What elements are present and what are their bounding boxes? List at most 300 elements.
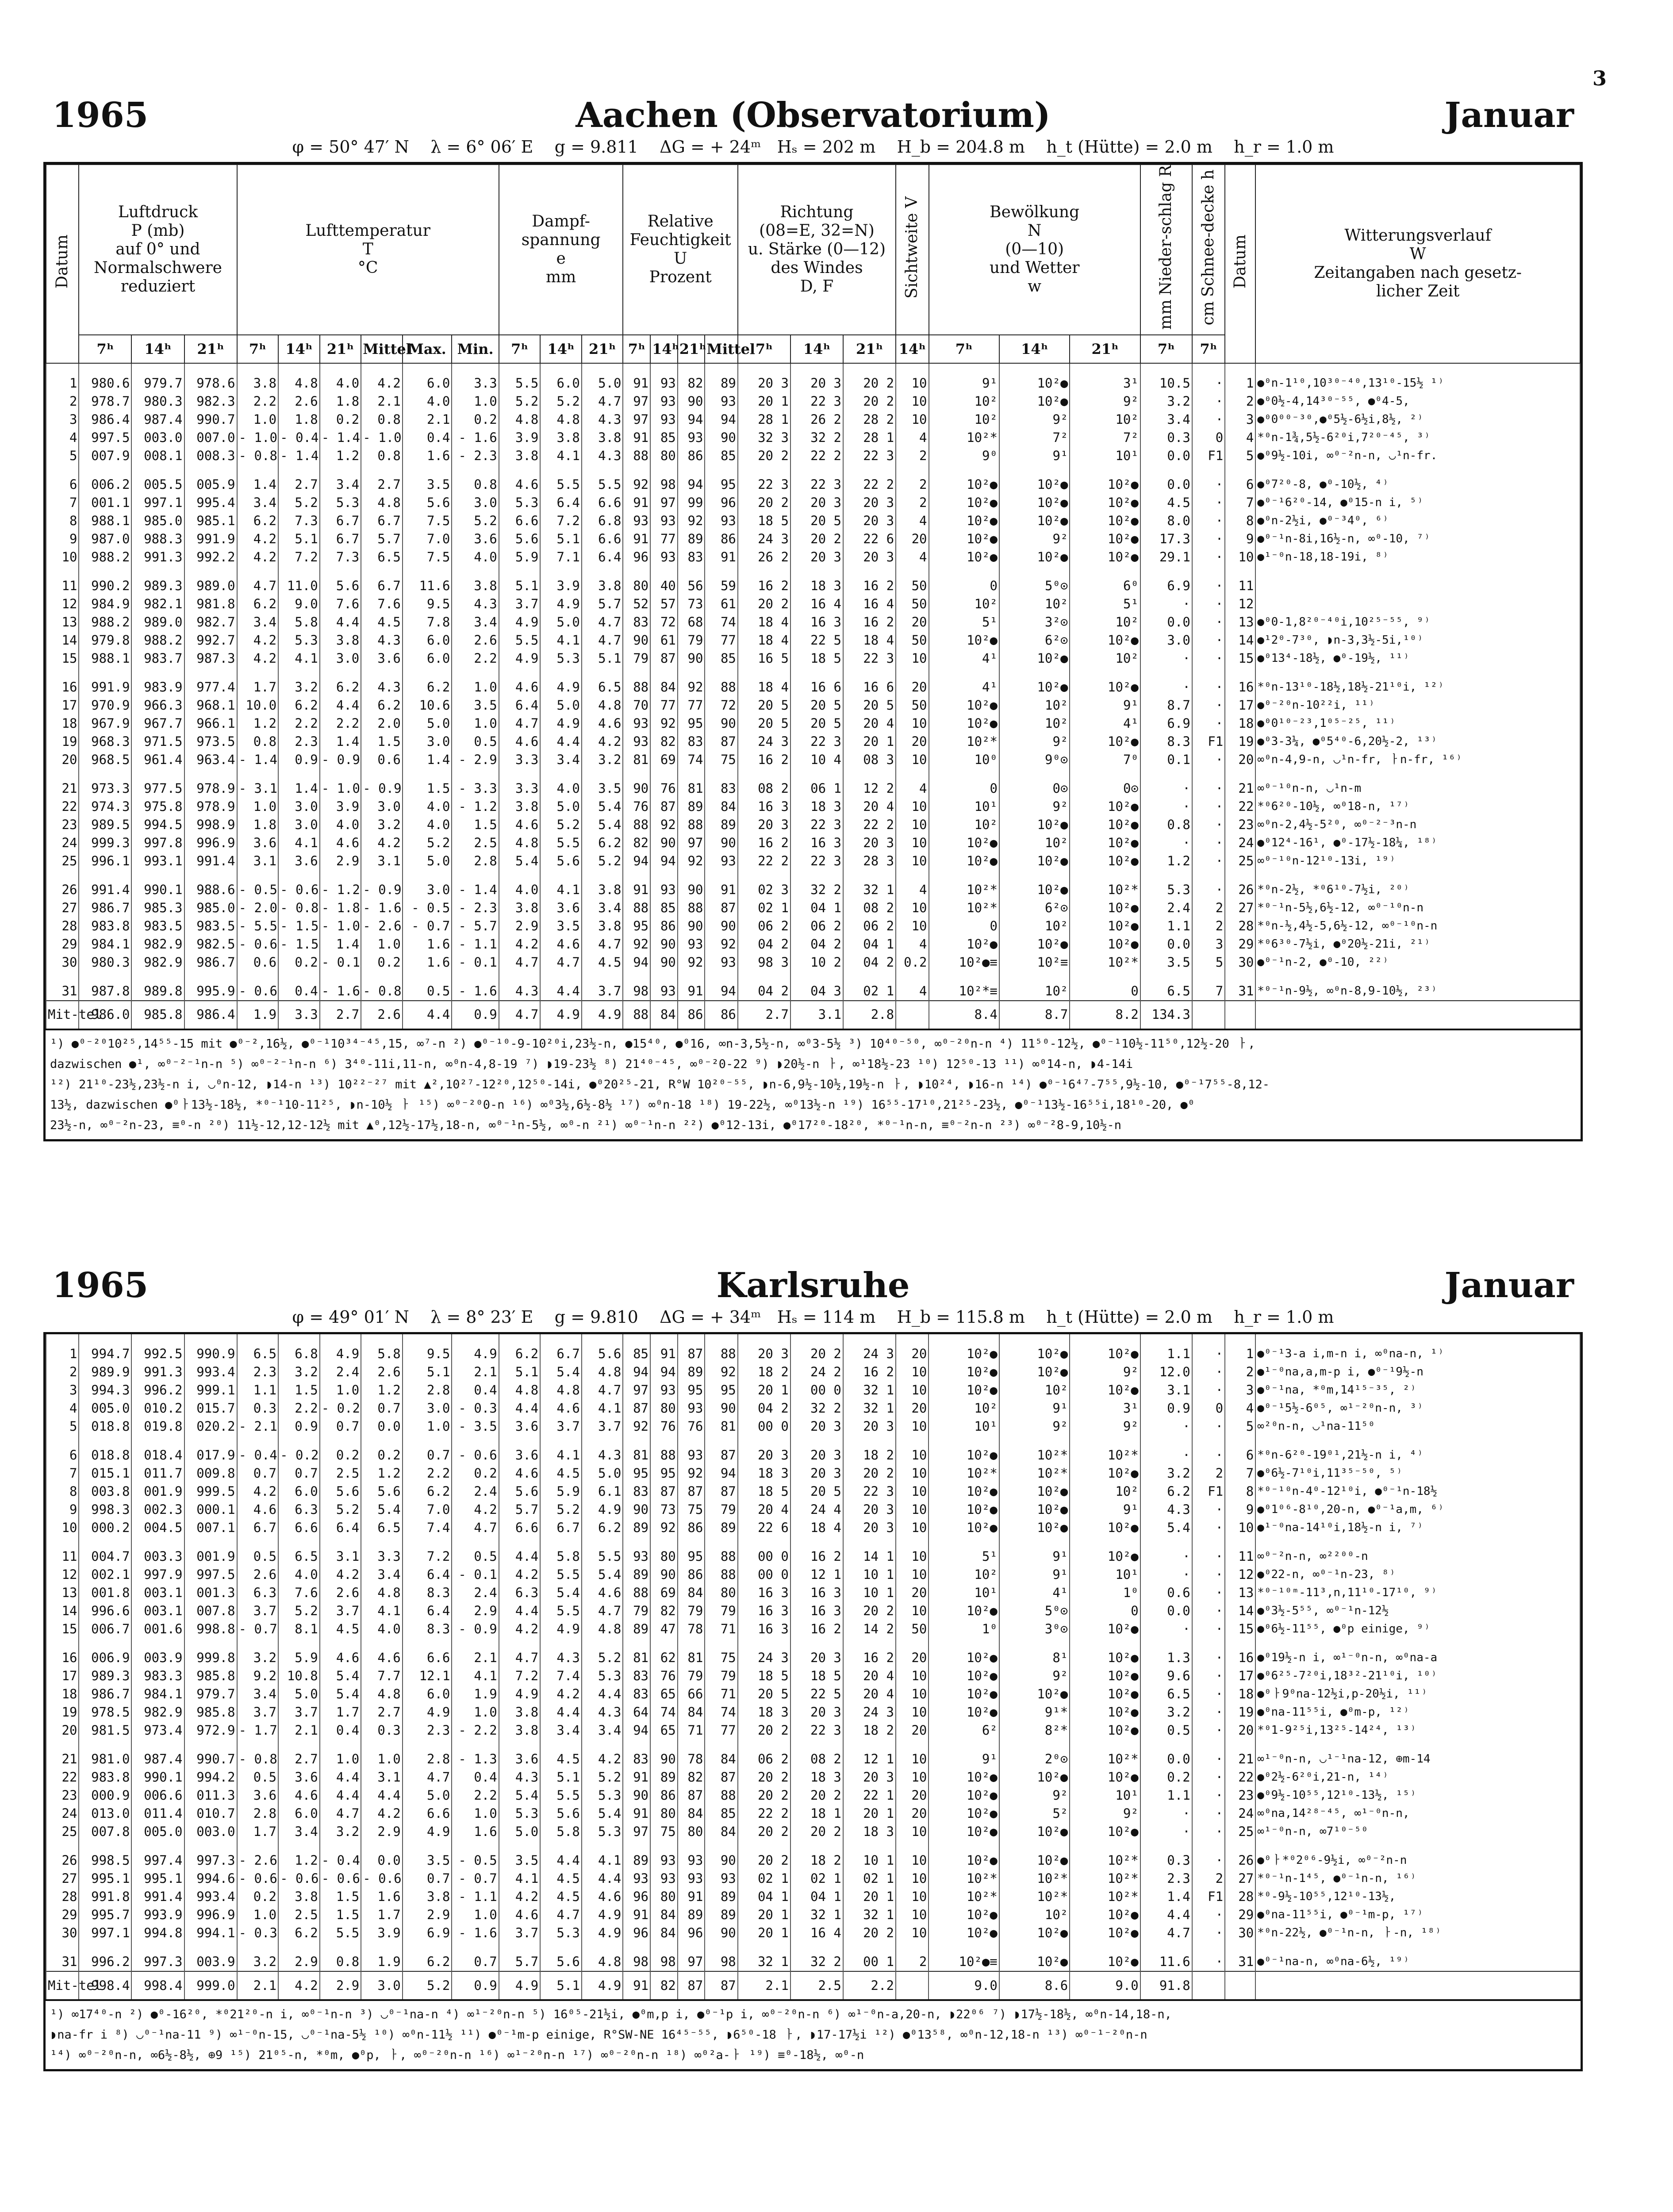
table-cell: 16 xyxy=(46,1649,79,1667)
table-cell: 74 xyxy=(678,751,705,769)
table-cell: 4.6 xyxy=(361,1649,403,1667)
table-cell: 5.6 xyxy=(540,1953,582,1971)
header-dampfspannung: Dampf- spannung e mm xyxy=(499,165,623,335)
table-cell: 0.5 xyxy=(452,733,499,751)
table-cell: 997.3 xyxy=(131,1953,184,1971)
row-spacer xyxy=(46,972,1580,982)
table-cell: 4 xyxy=(896,780,929,798)
table-cell: 15 xyxy=(46,1620,79,1638)
table-cell: 88 xyxy=(623,447,650,465)
table-cell: 4.4 xyxy=(499,1602,541,1620)
table-cell: 6.4 xyxy=(403,1602,452,1620)
mittel-cell: 998.4 xyxy=(79,1971,131,2000)
table-cell: 82 xyxy=(650,733,678,751)
table-cell: 98 xyxy=(623,1953,650,1971)
mittel-cell: 87 xyxy=(678,1971,705,2000)
table-cell: 0 xyxy=(1192,1399,1225,1417)
table-cell: ●⁰22-n, ∞⁰⁻¹n-23, ⁸⁾ xyxy=(1255,1566,1580,1584)
table-cell: 982.3 xyxy=(184,392,237,411)
table-cell: 3.6 xyxy=(499,1446,541,1464)
table-cell: ●⁰19½-n i, ∞¹⁻⁰n-n, ∞⁰na-a xyxy=(1255,1649,1580,1667)
table-cell: 0⊙ xyxy=(999,780,1070,798)
table-cell: 5.4 xyxy=(499,852,541,870)
table-cell: 20 3 xyxy=(790,1417,843,1436)
table-cell: 90 xyxy=(705,1399,737,1417)
table-cell: 4.2 xyxy=(237,530,279,548)
table-cell: 24 3 xyxy=(738,733,790,751)
table-cell: 93 xyxy=(678,1399,705,1417)
subheader-cell: 21ʰ xyxy=(678,335,705,363)
table-cell: 0.2 xyxy=(452,1464,499,1482)
table-cell: - 2.3 xyxy=(452,447,499,465)
table-cell: 1 xyxy=(1225,374,1255,392)
table-cell: 18 2 xyxy=(738,1363,790,1381)
table-cell: 997.3 xyxy=(184,1851,237,1870)
mittel-cell xyxy=(896,1971,929,2000)
table-cell: 4¹ xyxy=(929,678,999,696)
table-cell: 3.4 xyxy=(540,1721,582,1740)
table-cell: 3.6 xyxy=(237,834,279,852)
table-cell: 6.4 xyxy=(320,1519,361,1537)
table-cell: 015.1 xyxy=(79,1464,131,1482)
table-cell: 5 xyxy=(1225,1417,1255,1436)
table-cell: 90 xyxy=(678,881,705,899)
table-cell: 30 xyxy=(46,953,79,972)
table-cell: 10²● xyxy=(929,631,999,649)
table-cell: 2.2 xyxy=(278,714,320,733)
table-cell: 4.9 xyxy=(582,1906,623,1924)
table-cell: 29 xyxy=(46,935,79,953)
mittel-cell: 91 xyxy=(623,1971,650,2000)
table-cell: 5.1 xyxy=(540,530,582,548)
table-cell: 10²● xyxy=(999,476,1070,494)
table-cell: 1.0 xyxy=(320,1750,361,1768)
table-cell: 3.7 xyxy=(499,1924,541,1942)
table-cell: 978.7 xyxy=(79,392,131,411)
table-cell: 7.0 xyxy=(403,530,452,548)
table-cell: 86 xyxy=(678,447,705,465)
mittel-cell: 8.7 xyxy=(999,1001,1070,1029)
table-cell: 1.0 xyxy=(452,1906,499,1924)
table-cell: 85 xyxy=(705,1805,737,1823)
table-cell: 6.7 xyxy=(540,1345,582,1363)
table-cell: 3.4 xyxy=(237,494,279,512)
table-cell: 9¹ xyxy=(1070,1501,1140,1519)
mittel-cell: 4.2 xyxy=(278,1971,320,2000)
table-cell: 10²● xyxy=(929,1482,999,1501)
table-cell: 10²* xyxy=(929,881,999,899)
table-cell: 79 xyxy=(678,1602,705,1620)
table-cell: 16 2 xyxy=(738,834,790,852)
subheader-cell: 21ʰ xyxy=(1070,335,1140,363)
table-cell: 3.4 xyxy=(320,476,361,494)
table-cell: 4.4 xyxy=(582,1685,623,1703)
table-cell: 0 xyxy=(929,780,999,798)
table-cell: · xyxy=(1192,1703,1225,1721)
table-cell: 04 1 xyxy=(790,899,843,917)
table-cell: 5.9 xyxy=(540,1482,582,1501)
table-cell: 1.7 xyxy=(237,1823,279,1841)
table-cell: 61 xyxy=(650,631,678,649)
table-cell: 5.0 xyxy=(540,798,582,816)
table-row xyxy=(46,917,1580,935)
table-cell: 10² xyxy=(1070,411,1140,429)
table-cell: 1 xyxy=(46,374,79,392)
table-cell: 91 xyxy=(705,881,737,899)
table-cell: 1.5 xyxy=(320,1888,361,1906)
station-parameters: φ = 49° 01′ N λ = 8° 23′ E g = 9.810 ΔG = + 34ᵐ Hₛ = 114 m H_b = 115.8 m h_t (Hütte) = 2.0 m h_r = 1.0 m xyxy=(292,1307,1334,1327)
table-cell: · xyxy=(1140,834,1192,852)
table-cell: 90 xyxy=(623,1786,650,1805)
table-cell: 7 xyxy=(1225,494,1255,512)
table-cell: 10 xyxy=(896,1924,929,1942)
table-cell: · xyxy=(1192,1786,1225,1805)
table-cell: 10²● xyxy=(999,1345,1070,1363)
table-cell: 995.4 xyxy=(184,494,237,512)
table-cell: 6.2 xyxy=(403,1482,452,1501)
table-cell: 4.7 xyxy=(582,1381,623,1399)
table-cell: 93 xyxy=(650,411,678,429)
table-cell: 10 xyxy=(896,1417,929,1436)
table-cell: 08 2 xyxy=(790,1750,843,1768)
table-cell: 10 xyxy=(896,374,929,392)
table-cell: 1.4 xyxy=(320,935,361,953)
table-cell: 4.6 xyxy=(499,476,541,494)
table-cell: 2.1 xyxy=(361,392,403,411)
mittel-cell: 3.1 xyxy=(790,1001,843,1029)
table-cell: 4.9 xyxy=(540,1620,582,1638)
table-cell: 83 xyxy=(705,780,737,798)
table-cell: 22 2 xyxy=(843,816,896,834)
mittel-cell: 134.3 xyxy=(1140,1001,1192,1029)
table-cell: 990.7 xyxy=(184,1750,237,1768)
table-cell: 6.2 xyxy=(278,1924,320,1942)
table-cell: 10²● xyxy=(999,392,1070,411)
subheader-cell: 7ʰ xyxy=(499,335,541,363)
table-cell: 1.6 xyxy=(361,1888,403,1906)
footnote-line: dazwischen ●¹, ∞⁰⁻²⁻¹n-n ⁵) ∞⁰⁻²⁻¹n-n ⁶) 3⁴⁰-11i,11-n, ∞⁰n-4,8-19 ⁷) ◗19-23½ ⁸) 21⁴⁰⁻⁴⁵, ∞⁰⁻²0-22 ⁹) ◗20½-n ㅏ, ∞¹18½-23 ¹⁰) 12⁵⁰-13 ¹¹) ∞⁰14-n, ◗4-14i xyxy=(50,1057,1133,1071)
table-cell: 5.2 xyxy=(320,1501,361,1519)
header-schneedecke: Schnee-decke h cm xyxy=(1192,165,1225,335)
table-cell: 5.5 xyxy=(582,476,623,494)
table-cell: - 0.2 xyxy=(278,1446,320,1464)
table-cell: - 0.8 xyxy=(237,1750,279,1768)
table-cell: 22 xyxy=(46,1768,79,1786)
table-cell: 3.0 xyxy=(361,798,403,816)
table-cell: 95 xyxy=(623,917,650,935)
table-cell: 88 xyxy=(705,1345,737,1363)
table-cell: 988.1 xyxy=(79,649,131,668)
table-cell: 10²● xyxy=(929,1501,999,1519)
table-cell: 3.7 xyxy=(582,982,623,1001)
table-cell: 982.5 xyxy=(184,935,237,953)
table-cell: 87 xyxy=(705,1482,737,1501)
table-cell: 2.2 xyxy=(237,392,279,411)
table-cell: 18 4 xyxy=(843,631,896,649)
table-cell: - 0.9 xyxy=(320,751,361,769)
table-cell: 1.4 xyxy=(237,476,279,494)
table-cell: *⁰⁻¹n-5½,6½-12, ∞⁰⁻¹⁰n-n xyxy=(1255,899,1580,917)
mittel-cell: 9.0 xyxy=(1070,1971,1140,2000)
table-cell: 79 xyxy=(678,631,705,649)
table-cell: 984.1 xyxy=(131,1685,184,1703)
table-row xyxy=(46,595,1580,613)
table-cell: 10² xyxy=(999,1906,1070,1924)
table-cell: 7.4 xyxy=(540,1667,582,1685)
table-cell: 20 3 xyxy=(843,548,896,566)
table-cell: 4.9 xyxy=(540,714,582,733)
table-cell: 4.1 xyxy=(540,631,582,649)
table-cell: 5.2 xyxy=(582,1649,623,1667)
table-cell: 20 2 xyxy=(843,392,896,411)
table-cell: 96 xyxy=(678,1924,705,1942)
table-cell: 3.9 xyxy=(499,429,541,447)
table-cell: 6.1 xyxy=(582,1482,623,1501)
table-cell: 2.5 xyxy=(320,1464,361,1482)
table-cell: 4.4 xyxy=(499,1548,541,1566)
table-cell: 4.7 xyxy=(499,1649,541,1667)
mittel-cell: 5.1 xyxy=(540,1971,582,2000)
table-cell: 1.7 xyxy=(237,678,279,696)
table-cell: 2.9 xyxy=(452,1602,499,1620)
table-cell: 6.2 xyxy=(237,512,279,530)
table-cell: 1⁰ xyxy=(1070,1584,1140,1602)
table-cell: 998.8 xyxy=(184,1620,237,1638)
table-cell: 4.6 xyxy=(499,1906,541,1924)
table-cell: 983.5 xyxy=(184,917,237,935)
table-cell: 0 xyxy=(1070,982,1140,1001)
table-cell: 20 1 xyxy=(738,1924,790,1942)
table-cell: 2.2 xyxy=(320,714,361,733)
table-cell: 5.5 xyxy=(540,834,582,852)
table-cell: 5.3 xyxy=(320,494,361,512)
table-cell: - 0.7 xyxy=(403,917,452,935)
table-cell: 10 xyxy=(896,411,929,429)
table-cell: 10²● xyxy=(1070,1924,1140,1942)
table-cell: 993.9 xyxy=(131,1906,184,1924)
table-cell: ●⁰ㅏ9⁰na-12½i,p-20½i, ¹¹⁾ xyxy=(1255,1685,1580,1703)
table-cell: 92 xyxy=(678,953,705,972)
table-cell: 4.0 xyxy=(452,548,499,566)
table-cell: 10²● xyxy=(929,834,999,852)
table-cell: 1.2 xyxy=(1140,852,1192,870)
table-cell: 93 xyxy=(623,733,650,751)
table-row xyxy=(46,780,1580,798)
table-cell: 997.4 xyxy=(131,1851,184,1870)
table-cell: 4.1 xyxy=(582,1851,623,1870)
table-cell: 2.3 xyxy=(237,1363,279,1381)
table-cell: 93 xyxy=(650,512,678,530)
table-cell: 10²● xyxy=(1070,1768,1140,1786)
table-cell: 4.6 xyxy=(237,1501,279,1519)
table-cell: 84 xyxy=(650,1924,678,1942)
table-cell: 18 3 xyxy=(843,1823,896,1841)
table-cell: 94 xyxy=(705,1464,737,1482)
table-cell: 11.6 xyxy=(1140,1953,1192,1971)
table-cell: 992.7 xyxy=(184,631,237,649)
table-cell: 20 2 xyxy=(790,1345,843,1363)
table-cell: 18 4 xyxy=(790,1519,843,1537)
table-cell: 18 xyxy=(46,714,79,733)
table-cell: 79 xyxy=(623,1602,650,1620)
table-cell: 6⁰ xyxy=(1070,577,1140,595)
table-cell: - 1.1 xyxy=(452,935,499,953)
table-cell: ●⁰7²⁰-8, ●⁰-10½, ⁴⁾ xyxy=(1255,476,1580,494)
table-cell: 5⁰⊙ xyxy=(999,1602,1070,1620)
table-cell: - 1.0 xyxy=(320,780,361,798)
table-cell: 27 xyxy=(1225,1870,1255,1888)
table-cell: ●⁰na-11⁵⁵i, ●⁰m-p, ¹²⁾ xyxy=(1255,1703,1580,1721)
table-cell: 84 xyxy=(678,1805,705,1823)
table-cell: 90 xyxy=(705,834,737,852)
month-label: Januar xyxy=(1444,1265,1574,1306)
table-cell: 95 xyxy=(678,714,705,733)
table-cell: 4.3 xyxy=(499,982,541,1001)
table-cell: 1.8 xyxy=(278,411,320,429)
table-cell: *⁰6²⁰-10½, ∞⁰18-n, ¹⁷⁾ xyxy=(1255,798,1580,816)
table-cell: · xyxy=(1192,834,1225,852)
table-cell: 3.8 xyxy=(499,1721,541,1740)
table-cell: 9¹ xyxy=(999,447,1070,465)
table-cell: 4.0 xyxy=(403,798,452,816)
table-cell: 3.1 xyxy=(320,1548,361,1566)
table-cell: 11 xyxy=(1225,1548,1255,1566)
table-cell: 10¹ xyxy=(929,1417,999,1436)
table-cell: 990.1 xyxy=(131,1768,184,1786)
table-cell: 10²● xyxy=(999,1924,1070,1942)
table-cell: 10¹ xyxy=(1070,1786,1140,1805)
table-cell: 77 xyxy=(678,696,705,714)
table-cell: 5.1 xyxy=(540,1768,582,1786)
table-row xyxy=(46,834,1580,852)
table-cell: 2.4 xyxy=(1140,899,1192,917)
table-cell: 94 xyxy=(650,1363,678,1381)
table-cell: 10 xyxy=(896,1906,929,1924)
table-cell: 90 xyxy=(623,1501,650,1519)
table-cell: 89 xyxy=(650,1768,678,1786)
table-cell: 20 xyxy=(1225,751,1255,769)
table-cell: 5.9 xyxy=(278,1649,320,1667)
table-cell: 5.4 xyxy=(582,798,623,816)
table-cell: 0.3 xyxy=(1140,1851,1192,1870)
table-cell: 20 xyxy=(896,1584,929,1602)
table-cell: 3.7 xyxy=(278,1703,320,1721)
subheader-cell: 21ʰ xyxy=(320,335,361,363)
table-cell: 003.3 xyxy=(131,1548,184,1566)
table-cell: ●⁰12⁴-16¹, ●⁰-17½-18¼, ¹⁸⁾ xyxy=(1255,834,1580,852)
mittel-cell: 4.7 xyxy=(499,1001,541,1029)
table-cell: 96 xyxy=(623,548,650,566)
table-cell: 5.0 xyxy=(403,1786,452,1805)
table-cell: 95 xyxy=(705,1381,737,1399)
table-cell: 10 1 xyxy=(843,1566,896,1584)
table-cell: 3.3 xyxy=(361,1548,403,1566)
table-cell: 0.4 xyxy=(278,982,320,1001)
table-cell: ●⁰13⁴-18½, ●⁰-19½, ¹¹⁾ xyxy=(1255,649,1580,668)
table-cell: 4.8 xyxy=(582,1620,623,1638)
table-cell: 10² xyxy=(929,1566,999,1584)
table-cell: 987.4 xyxy=(131,1750,184,1768)
table-cell: 22 xyxy=(1225,1768,1255,1786)
table-cell: 003.8 xyxy=(79,1482,131,1501)
table-row xyxy=(46,1482,1580,1501)
table-cell: 5.4 xyxy=(582,1566,623,1584)
table-cell: 988.2 xyxy=(79,548,131,566)
table-row xyxy=(46,1345,1580,1363)
table-cell: 995.1 xyxy=(79,1870,131,1888)
table-cell: 16 2 xyxy=(790,1620,843,1638)
table-cell: - 0.4 xyxy=(278,429,320,447)
table-cell: 20 3 xyxy=(843,494,896,512)
table-cell: · xyxy=(1140,798,1192,816)
table-cell: 28 xyxy=(1225,917,1255,935)
subheader-cell: 14ʰ xyxy=(540,335,582,363)
table-cell: 1.6 xyxy=(403,447,452,465)
table-cell: 989.9 xyxy=(79,1363,131,1381)
table-cell: 1.0 xyxy=(237,411,279,429)
table-cell: 007.9 xyxy=(79,447,131,465)
table-cell: 28 3 xyxy=(843,852,896,870)
table-cell: 10 xyxy=(46,548,79,566)
table-cell: 9.5 xyxy=(403,595,452,613)
table-cell: 90 xyxy=(623,631,650,649)
table-cell: 967.9 xyxy=(79,714,131,733)
table-cell: 4.1 xyxy=(278,649,320,668)
table-cell: 91 xyxy=(705,548,737,566)
table-cell: ●⁰0⁰⁰⁻³⁰,●⁰5½-6½i,8½, ²⁾ xyxy=(1255,411,1580,429)
table-cell: 017.9 xyxy=(184,1446,237,1464)
table-cell: · xyxy=(1192,1417,1225,1436)
table-cell: - 0.4 xyxy=(237,1446,279,1464)
table-cell: 87 xyxy=(705,1446,737,1464)
table-cell: 983.9 xyxy=(131,678,184,696)
table-cell: 20 2 xyxy=(738,1851,790,1870)
table-cell: 5.2 xyxy=(403,834,452,852)
table-cell: 20 4 xyxy=(738,1501,790,1519)
table-cell: 0.3 xyxy=(1140,429,1192,447)
table-cell: · xyxy=(1192,1548,1225,1566)
table-cell: 91 xyxy=(678,982,705,1001)
table-cell: - 0.1 xyxy=(452,1566,499,1584)
table-cell: 83 xyxy=(678,548,705,566)
table-cell: 32 2 xyxy=(790,881,843,899)
table-cell: 5.2 xyxy=(278,494,320,512)
table-cell: 1.9 xyxy=(452,1685,499,1703)
table-cell: 001.6 xyxy=(131,1620,184,1638)
subheader-cell: 7ʰ xyxy=(1192,335,1225,363)
table-cell: 10² xyxy=(999,834,1070,852)
table-cell: 5¹ xyxy=(1070,595,1140,613)
table-cell: 6.4 xyxy=(540,494,582,512)
table-cell: 83 xyxy=(623,613,650,631)
table-cell: 1.0 xyxy=(237,798,279,816)
table-cell: 30 xyxy=(1225,1924,1255,1942)
table-cell: 3.8 xyxy=(499,798,541,816)
subheader-cell: 7ʰ xyxy=(237,335,279,363)
table-cell: 93 xyxy=(650,392,678,411)
table-cell: 0.7 xyxy=(452,1953,499,1971)
table-cell: 93 xyxy=(678,1446,705,1464)
table-cell: 22 6 xyxy=(843,530,896,548)
table-cell: 70 xyxy=(623,696,650,714)
table-cell: 3 xyxy=(1225,1381,1255,1399)
table-cell: · xyxy=(1140,1417,1192,1436)
table-cell: 5.7 xyxy=(499,1953,541,1971)
table-cell: 4.8 xyxy=(540,411,582,429)
subheader-cell: 14ʰ xyxy=(896,335,929,363)
table-cell: 3.9 xyxy=(540,577,582,595)
table-cell: 94 xyxy=(623,852,650,870)
